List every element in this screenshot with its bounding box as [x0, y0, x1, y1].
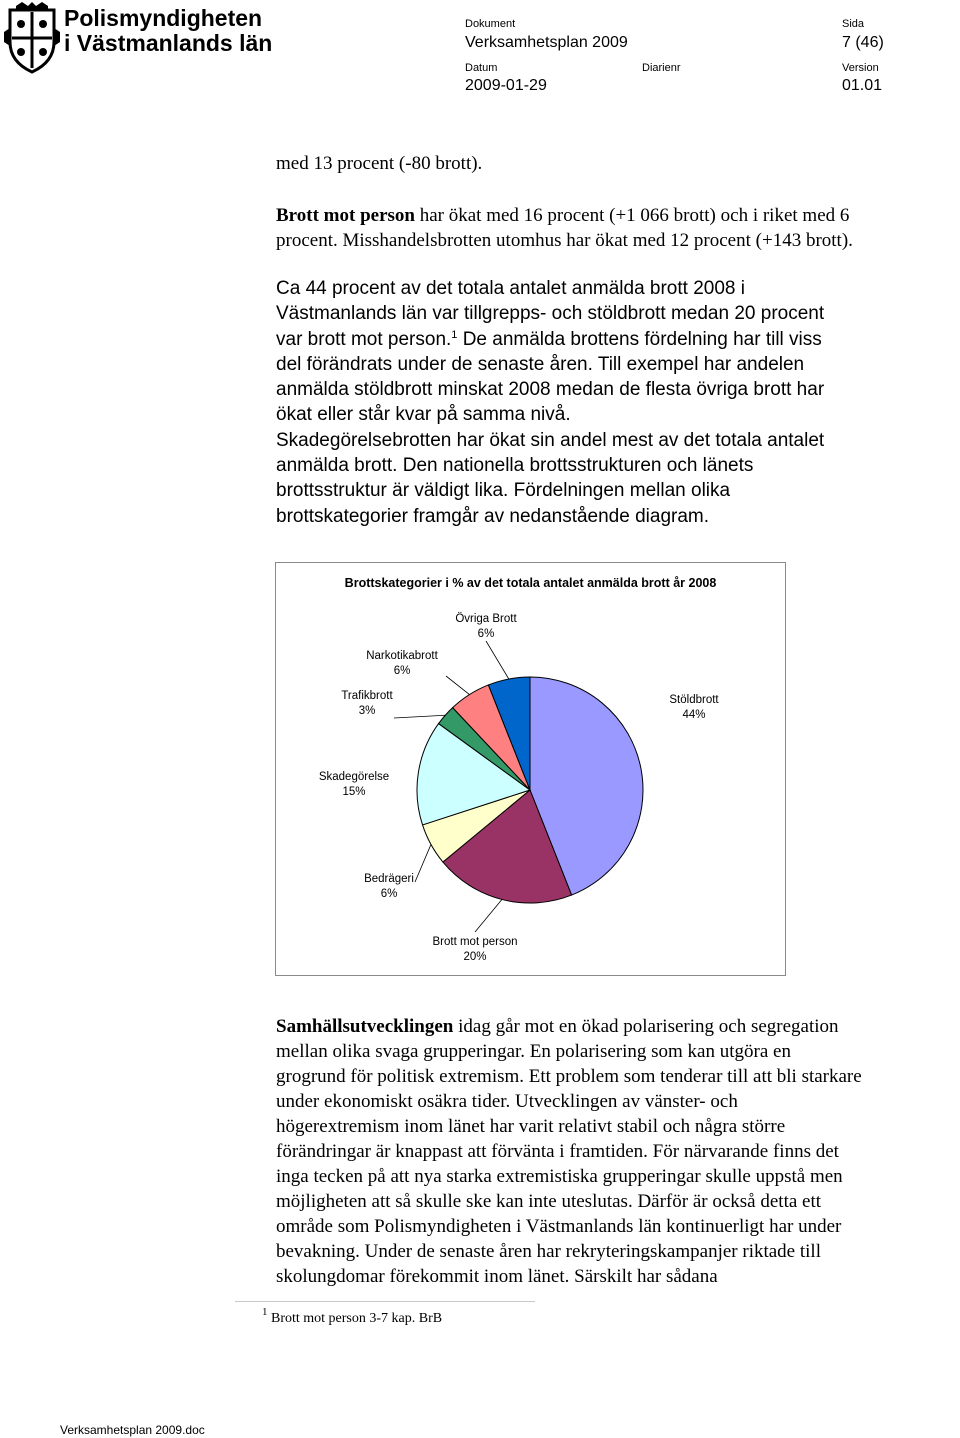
- dokument-value: Verksamhetsplan 2009: [465, 34, 628, 51]
- q-bold: Samhällsutvecklingen: [276, 1016, 454, 1037]
- sida-label: Sida: [842, 18, 865, 30]
- p2-bold: Brott mot person: [276, 205, 415, 226]
- label-brott-mot-person: Brott mot person 20%: [432, 936, 518, 963]
- q-line8: möjligheten att så skulle ske kan inte uteslutas. Därför är också detta ett: [276, 1191, 822, 1212]
- s-line7: Skadegörelsebrotten har ökat sin andel mest av det totala antalet: [276, 429, 825, 451]
- footnote: [262, 1306, 443, 1327]
- footnote-text: Brott mot person 3-7 kap. BrB: [267, 1311, 443, 1326]
- s-line6: ökat eller står kvar på samma nivå.: [276, 404, 571, 426]
- q-line4: under ekonomiskt osäkra tider. Utvecklingen av vänster- och: [276, 1091, 738, 1112]
- q-line2: mellan olika svaga grupperingar. En polarisering som kan utgöra en: [276, 1041, 791, 1062]
- org-line-2: i Västmanlands län: [64, 30, 273, 56]
- s-line8: anmälda brott. Den nationella brottsstrukturen och länets: [276, 455, 754, 477]
- q-line11: skolungdomar förekommit inom länet. Särskilt har sådana: [276, 1266, 718, 1287]
- org-line-1: Polismyndigheten: [64, 5, 263, 31]
- q-line10: bevakning. Under de senaste åren har rekryteringskampanjer riktade till: [276, 1241, 821, 1262]
- version-value: 01.01: [842, 77, 883, 94]
- leader-line-brott-mot-person: [475, 899, 502, 932]
- leader-line-bedr-geri: [415, 844, 431, 882]
- s-line3: var brott mot person.$^1$ De anmälda brottens fördelning har till viss: [276, 328, 822, 350]
- s-line9: brottsstruktur är väldigt lika. Fördelningen mellan olika: [276, 480, 731, 502]
- q-line7: inga tecken på att nya starka extremistiska grupperingar skulle uppstå men: [276, 1166, 843, 1187]
- footnote-ref[interactable]: 1: [451, 328, 458, 341]
- pie-slices: [417, 677, 643, 903]
- p2-line2: procent. Misshandelsbrotten utomhus har ökat med 12 procent (+143 brott).: [276, 230, 853, 251]
- leader-line-trafikbrott: [394, 715, 445, 718]
- q-line5: högerextremism inom länet har varit relativt stabil och några större: [276, 1116, 786, 1137]
- label-trafikbrott: Trafikbrott 3%: [341, 690, 393, 717]
- q-line9: område som Polismyndigheten i Västmanlands län kontinuerligt har under: [276, 1216, 842, 1237]
- s-line4: del förändrats under de senaste åren. Till exempel har andelen: [276, 353, 805, 375]
- label-ovriga-brott: Övriga Brott 6%: [455, 613, 517, 640]
- sida-value: 7 (46): [842, 34, 884, 51]
- s-line2: Västmanlands län var tillgrepps- och stöldbrott medan 20 procent: [276, 303, 825, 325]
- q-line3: grogrund för politisk extremism. Ett problem som tenderar till att bli starkare: [276, 1066, 862, 1087]
- label-narkotikabrott: Narkotikabrott 6%: [366, 650, 438, 677]
- datum-value: 2009-01-29: [465, 77, 547, 94]
- p1-text: med 13 procent (-80 brott).: [276, 153, 483, 174]
- label-skadegorelse: Skadegörelse 15%: [318, 771, 390, 798]
- footnote-number: 1: [262, 1306, 268, 1318]
- p2-line1: har ökat med 16 procent (+1 066 brott) och i riket med 6: [414, 205, 850, 226]
- label-stoldbrott: Stöldbrott 44%: [669, 694, 719, 721]
- diarienr-label: Diarienr: [642, 62, 681, 74]
- s-line10: brottskategorier framgår av nedanstående diagram.: [276, 505, 710, 527]
- paragraph-samhallsutveckling: Samhällsutvecklingen idag går mot en ökad polarisering och segregation mellan olika svaga grupperingar. En polarisering som kan utgöra en grogrund för politisk extremism. Ett problem som tenderar till att bli starkare under ekonomiskt osäkra tider. Utvecklingen av vänster- och högerextremism inom länet har varit relativt stabil och några större förändringar är knappast att förvänta i framtiden. För närvarande finns det inga tecken på att nya starka extremistiska grupperingar skulle uppstå men möjligheten att så skulle ske kan inte uteslutas. Därför är också detta ett område som Polismyndigheten i Västmanlands län kontinuerligt har under bevakning. Under de senaste åren har rekryteringskampanjer riktade till skolungdomar förekommit inom länet. Särskilt har sådana: [276, 1014, 956, 1289]
- dokument-label: Dokument: [465, 18, 516, 30]
- footer-filename: Verksamhetsplan 2009.doc: [60, 1423, 205, 1437]
- footnote-separator: [235, 1301, 535, 1302]
- datum-label: Datum: [465, 62, 498, 74]
- s-line5: anmälda stöldbrott minskat 2008 medan de flesta övriga brott har: [276, 379, 825, 401]
- version-label: Version: [842, 62, 879, 74]
- leader-line-narkotikabrott: [446, 676, 469, 695]
- s-line1: Ca 44 procent av det totala antalet anmälda brott 2008 i: [276, 278, 745, 299]
- label-bedrageri: Bedrägeri 6%: [364, 873, 414, 900]
- chart-title: Brottskategorier i % av det totala antalet anmälda brott år 2008: [344, 576, 717, 590]
- leader-line--vriga-brott: [486, 641, 509, 679]
- q-line6: förändringar är knappast att förvänta i framtiden. För närvarande finns det: [276, 1141, 839, 1162]
